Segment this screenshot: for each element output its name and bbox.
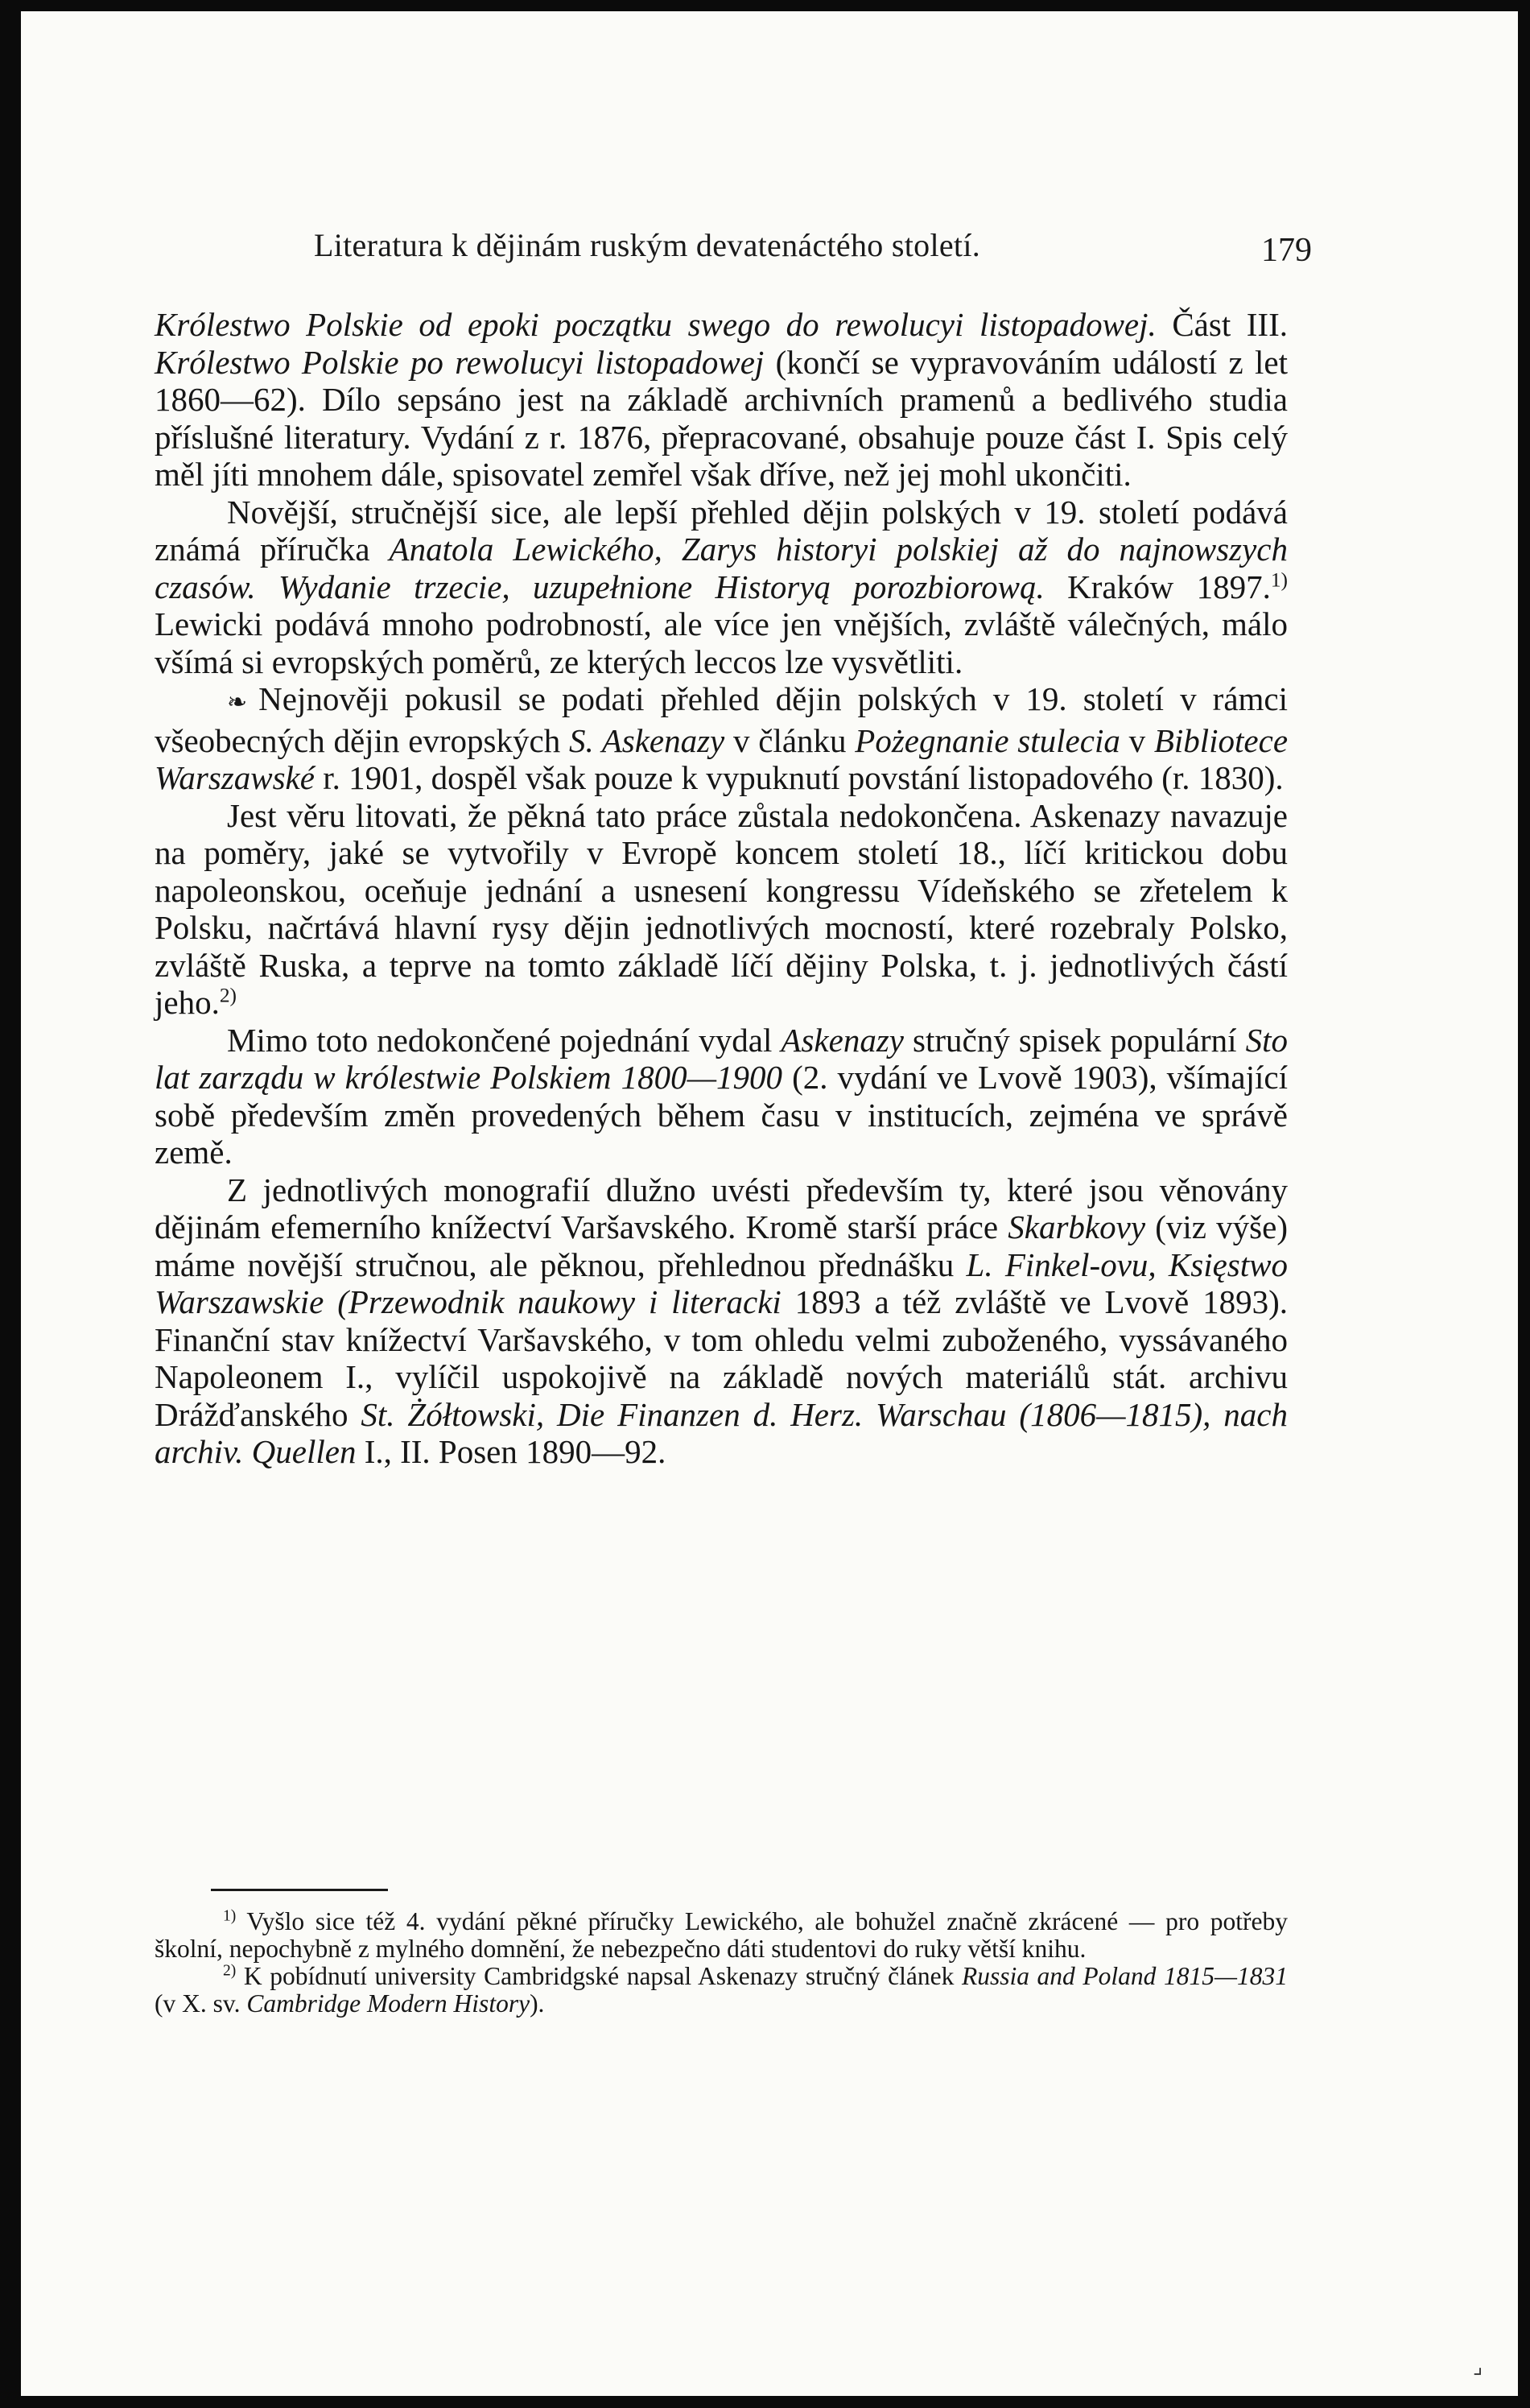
body-text — [155, 306, 1288, 1471]
italic-title: Bibliotece Warszawské — [155, 721, 1289, 796]
italic-title: Russia and Poland 1815—1831 — [961, 1962, 1289, 1990]
text-run: (končí se vypravováním událostí z let 1860—62). Dílo sepsáno jest na základě archivních pramenů a bedlivého studia příslušné literatury. Vydání z r. 1876, přepracované, obsahuje pouze část I. Spis celý měl jíti mnohem dále, spisovatel zemřel však dříve, než jej mohl ukončiti. — [155, 343, 1288, 493]
text-run: Část III. — [1156, 306, 1288, 343]
italic-title: Cambridge Modern History — [246, 1989, 530, 2018]
footnote-text: ). — [530, 1989, 545, 2018]
page-number: 179 — [1261, 232, 1312, 269]
italic-title: Królestwo Polskie od epoki początku swego do rewolucyi listopadowej. — [155, 306, 1157, 343]
text-run: Kraków 1897. — [1044, 568, 1271, 605]
footnote-text: K pobídnutí university Cambridgské napsal Askenazy stručný článek — [236, 1962, 962, 1990]
text-run: 1893 a též zvláště ve Lvově 1893). Finanční stav knížectví Varšavského, v tom ohledu velmi zuboženého, vyssávaného Napoleonem I., vylíčil uspokojivě na základě nových materiálů stát. archivu Drážďanského — [155, 1283, 1288, 1433]
text-run: Lewicki podává mnoho podrobností, ale více jen vnějších, zvláště válečných, málo všímá si evropských poměrů, ze kterých leccos lze vysvětliti. — [155, 605, 1288, 680]
page-header — [314, 226, 1312, 275]
footnote-1 — [155, 1908, 1288, 1963]
running-title: Literatura k dějinám ruským devatenáctého století. — [314, 227, 981, 263]
text-run: Jest věru litovati, že pěkná tato práce zůstala nedokončena. Askenazy navazuje na poměry, jaké se vytvořily v Evropě koncem století 18., líčí kritickou dobu napoleonskou, oceňuje jednání a usnesení kongressu Vídeňského se zřetelem k Polsku, načrtává hlavní rysy dějin jednotlivých mocností, které rozebraly Polsko, zvláště Ruska, a teprve na tomto základě líčí dějiny Polska, t. j. jednotlivých částí jeho. — [155, 796, 1288, 1021]
footnote-text: Vyšlo sice též 4. vydání pěkné příručky Lewického, ale bohužel značně zkrácené — pro potřeby školní, nepochybně z mylného domnění, že nebezpečno dáti studentovi do ruky větší knihu. — [155, 1907, 1288, 1963]
italic-title: St. Żółtowski, Die Finanzen d. Herz. Warschau (1806—1815), nach archiv. Quellen — [155, 1395, 1288, 1470]
italic-title: Anatola Lewického, Zarys historyi polskiej až do najnowszych czasów. Wydanie trzecie, uzupełnione Historyą porozbiorową. — [155, 531, 1288, 605]
italic-title: Królestwo Polskie po rewolucyi listopadowej — [155, 343, 765, 381]
text-run: (2. vydání ve Lvově 1903), všímající sobě především změn provedených během času v institucích, zejména ve správě země. — [155, 1059, 1288, 1171]
pen-mark-icon: ❧ — [227, 689, 248, 716]
italic-name: Skarbkovy — [1008, 1208, 1146, 1245]
text-run: Nejnověji pokusil se podati přehled dějin polských v 19. století v rámci všeobecných dějin evropských — [155, 680, 1288, 759]
paragraph-6 — [155, 1171, 1288, 1471]
paragraph-4 — [155, 797, 1288, 1022]
italic-name: S. Askenazy — [568, 721, 725, 759]
paragraph-2 — [155, 494, 1288, 681]
text-run: I., II. Posen 1890—92. — [356, 1433, 666, 1470]
footnotes — [155, 1908, 1288, 2018]
footnote-ref-1: 1) — [1270, 568, 1288, 591]
text-run: v článku — [724, 721, 856, 759]
paragraph-1 — [155, 306, 1288, 494]
footnote-2 — [155, 1963, 1288, 2018]
text-run: r. 1901, dospěl však pouze k vypuknutí povstání listopadového (r. 1830). — [314, 759, 1284, 796]
text-run: v — [1120, 721, 1154, 759]
text-run: Z jednotlivých monografií dlužno uvésti především ty, které jsou věnovány dějinám efemerního knížectví Varšavského. Kromě starší práce — [155, 1171, 1288, 1245]
text-run: Novější, stručnější sice, ale lepší přehled dějin polských v 19. století podává známá příručka — [155, 493, 1288, 568]
paragraph-3 — [155, 680, 1288, 797]
text-run: (viz výše) máme novější stručnou, ale pěknou, přehlednou přednášku — [155, 1208, 1288, 1283]
paragraph-5 — [155, 1022, 1288, 1171]
italic-title: Pożegnanie stulecia — [855, 721, 1120, 759]
footnote-marker: 1) — [223, 1907, 237, 1925]
text-run: Mimo toto nedokončené pojednání vydal — [227, 1021, 781, 1059]
italic-title: Sto lat zarządu w królestwie Polskiem 1800—1900 — [155, 1021, 1288, 1096]
corner-mark-icon: ⌟ — [1473, 2355, 1483, 2379]
text-run: stručný spisek populární — [903, 1021, 1246, 1059]
footnote-rule — [211, 1889, 388, 1891]
italic-title: L. Finkel-ovu, Księstwo Warszawskie (Przewodnik naukowy i literacki — [155, 1245, 1288, 1320]
footnote-text: (v X. sv. — [155, 1989, 247, 2018]
italic-name: Askenazy — [781, 1021, 904, 1059]
footnote-marker: 2) — [223, 1962, 237, 1980]
footnote-ref-2: 2) — [219, 984, 237, 1007]
